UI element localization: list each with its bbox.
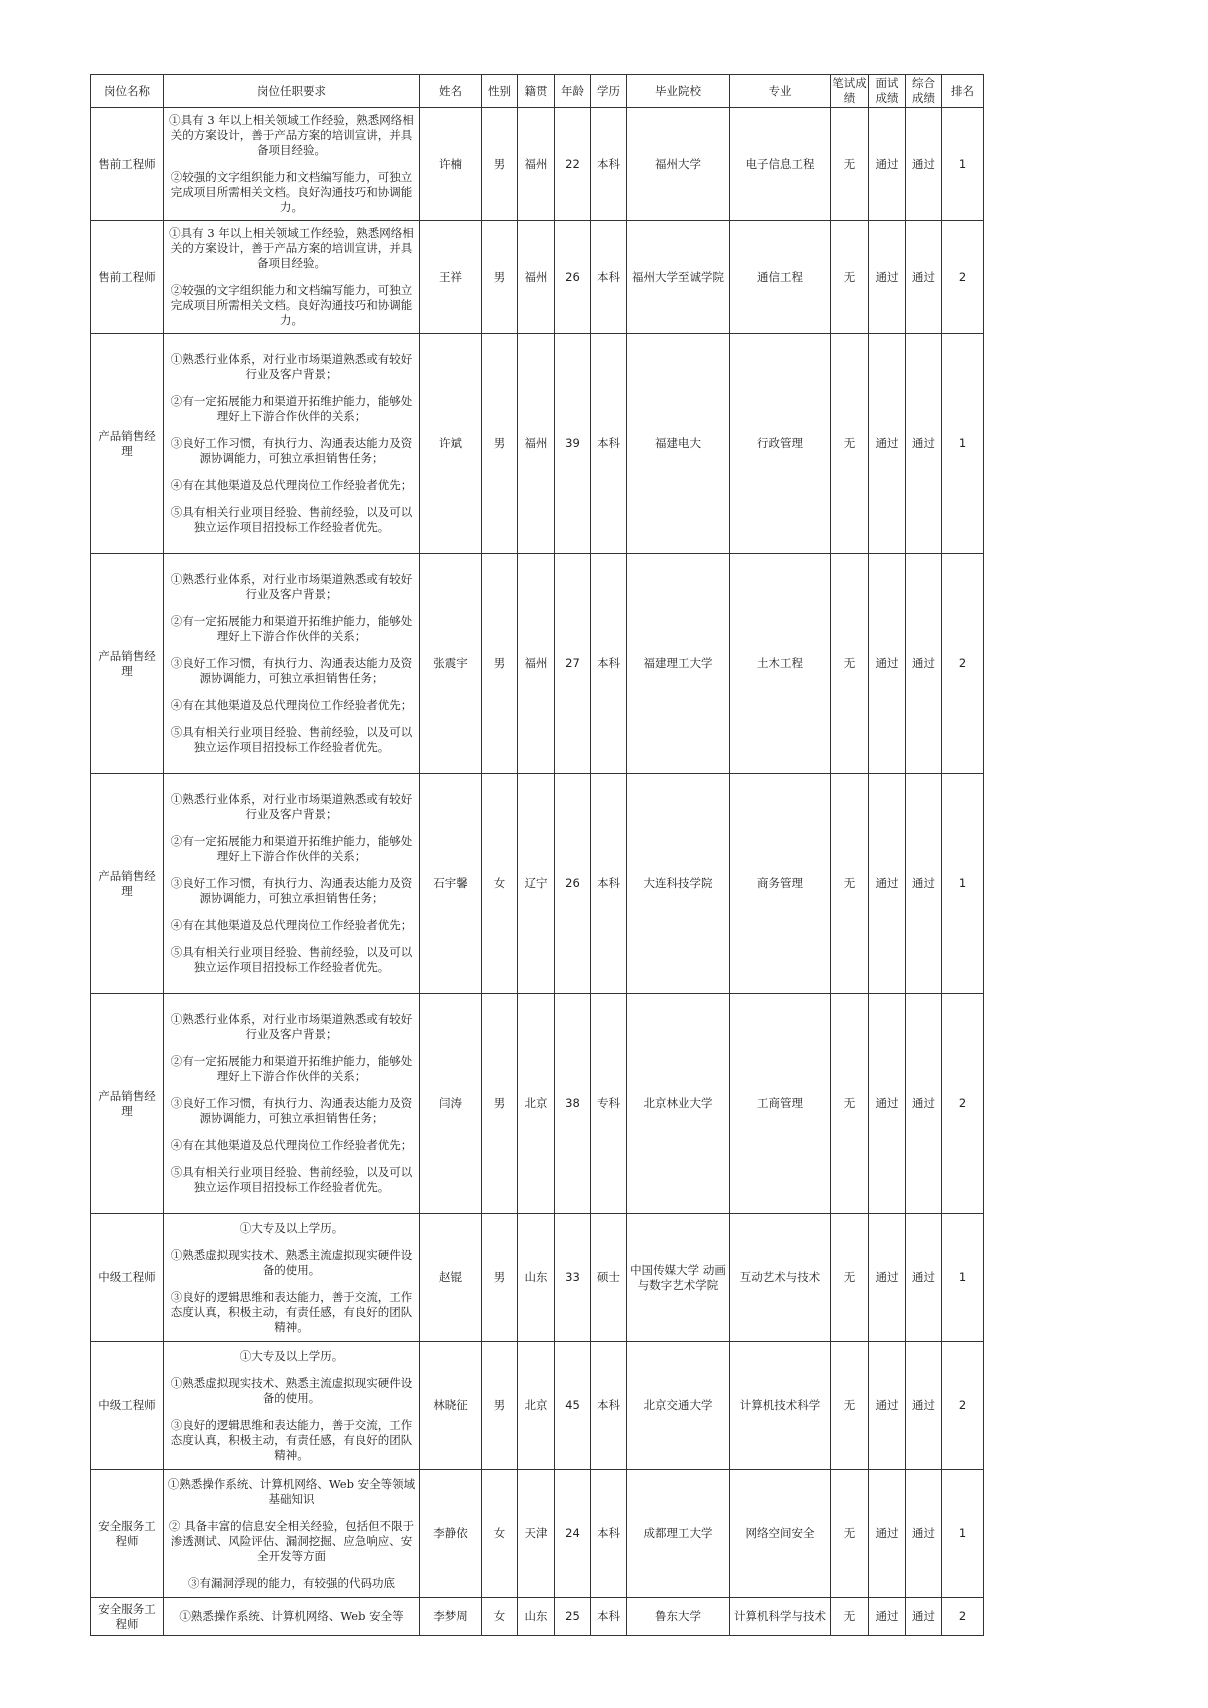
cell-age: 45 [555,1342,591,1470]
cell-overall-score: 通过 [906,774,942,994]
cell-education: 本科 [591,554,627,774]
header-written-score: 笔试成绩 [831,75,869,108]
requirement-item: ⑤具有相关行业项目经验、售前经验，以及可以独立运作项目招投标工作经验者优先。 [170,945,413,974]
cell-rank: 2 [942,221,984,334]
cell-position: 产品销售经理 [91,774,164,994]
table-row [91,221,984,334]
cell-written-score: 无 [831,1342,869,1470]
cell-written-score: 无 [831,1598,869,1636]
table-body [91,108,984,1636]
requirement-item: ② 具备丰富的信息安全相关经验，包括但不限于渗透测试、风险评估、漏洞挖掘、应急响应、安全开发等方面 [168,1518,415,1563]
cell-major: 土木工程 [730,554,831,774]
cell-major: 行政管理 [730,334,831,554]
cell-education: 专科 [591,994,627,1214]
cell-overall-score: 通过 [906,221,942,334]
header-interview-score: 面试成绩 [869,75,906,108]
cell-position: 产品销售经理 [91,334,164,554]
cell-interview-score: 通过 [869,221,906,334]
cell-age: 24 [555,1470,591,1598]
cell-education: 硕士 [591,1214,627,1342]
cell-school: 福建理工大学 [627,554,730,774]
requirement-item: ①具有 3 年以上相关领域工作经验，熟悉网络相关的方案设计，善于产品方案的培训宣讲，并具备项目经验。 [169,113,414,157]
cell-written-score: 无 [831,334,869,554]
cell-age: 33 [555,1214,591,1342]
cell-interview-score: 通过 [869,1598,906,1636]
cell-position: 安全服务工程师 [91,1470,164,1598]
cell-written-score: 无 [831,1470,869,1598]
cell-overall-score: 通过 [906,1342,942,1470]
cell-position: 中级工程师 [91,1214,164,1342]
cell-requirements [164,1598,420,1636]
cell-written-score: 无 [831,108,869,221]
cell-education: 本科 [591,1598,627,1636]
cell-interview-score: 通过 [869,108,906,221]
header-name: 姓名 [420,75,482,108]
cell-rank: 1 [942,1470,984,1598]
cell-origin: 福州 [518,108,555,221]
cell-overall-score: 通过 [906,1598,942,1636]
requirement-item: ③良好的逻辑思维和表达能力，善于交流，工作态度认真，积极主动，有责任感，有良好的团队精神。 [170,1289,413,1334]
cell-rank: 2 [942,554,984,774]
cell-school: 大连科技学院 [627,774,730,994]
table-row [91,994,984,1214]
cell-rank: 1 [942,334,984,554]
cell-name: 李梦周 [420,1598,482,1636]
requirement-item: ③良好工作习惯，有执行力、沟通表达能力及资源协调能力，可独立承担销售任务； [170,876,413,905]
cell-overall-score: 通过 [906,1470,942,1598]
table-row [91,1214,984,1342]
cell-rank: 2 [942,994,984,1214]
cell-major: 计算机科学与技术 [730,1598,831,1636]
cell-requirements [164,1342,420,1470]
requirement-item: ①熟悉行业体系，对行业市场渠道熟悉或有较好行业及客户背景； [170,352,413,381]
header-major: 专业 [730,75,831,108]
cell-written-score: 无 [831,774,869,994]
cell-education: 本科 [591,1342,627,1470]
cell-age: 38 [555,994,591,1214]
cell-requirements [164,774,420,994]
table-row [91,554,984,774]
cell-position: 产品销售经理 [91,994,164,1214]
cell-age: 26 [555,774,591,994]
cell-origin: 山东 [518,1598,555,1636]
cell-gender: 男 [482,108,518,221]
cell-written-score: 无 [831,994,869,1214]
requirement-item: ③良好的逻辑思维和表达能力，善于交流，工作态度认真，积极主动，有责任感，有良好的团队精神。 [170,1417,413,1462]
header-gender: 性别 [482,75,518,108]
cell-origin: 山东 [518,1214,555,1342]
requirement-item: ①熟悉行业体系，对行业市场渠道熟悉或有较好行业及客户背景； [170,572,413,601]
cell-age: 25 [555,1598,591,1636]
table-row [91,1342,984,1470]
cell-requirements [164,108,420,221]
cell-major: 工商管理 [730,994,831,1214]
requirement-item: ③良好工作习惯，有执行力、沟通表达能力及资源协调能力，可独立承担销售任务； [170,1096,413,1125]
requirement-item: ②较强的文字组织能力和文档编写能力，可独立完成项目所需相关文档。良好沟通技巧和协调能力。 [170,283,413,327]
requirement-item: ②有一定拓展能力和渠道开拓维护能力，能够处理好上下游合作伙伴的关系； [170,834,413,863]
cell-gender: 女 [482,1470,518,1598]
cell-written-score: 无 [831,554,869,774]
table-header [91,75,984,108]
requirement-item: ②有一定拓展能力和渠道开拓维护能力，能够处理好上下游合作伙伴的关系； [170,1054,413,1083]
cell-rank: 1 [942,108,984,221]
cell-gender: 女 [482,1598,518,1636]
cell-major: 网络空间安全 [730,1470,831,1598]
cell-age: 26 [555,221,591,334]
cell-requirements [164,994,420,1214]
cell-requirements [164,221,420,334]
requirement-item: ①熟悉虚拟现实技术、熟悉主流虚拟现实硬件设备的使用。 [170,1375,413,1405]
cell-requirements [164,334,420,554]
cell-origin: 辽宁 [518,774,555,994]
cell-gender: 男 [482,221,518,334]
requirement-item: ⑤具有相关行业项目经验、售前经验，以及可以独立运作项目招投标工作经验者优先。 [170,725,413,754]
cell-origin: 福州 [518,334,555,554]
candidate-table [90,74,984,1636]
cell-education: 本科 [591,774,627,994]
cell-interview-score: 通过 [869,1342,906,1470]
cell-major: 通信工程 [730,221,831,334]
cell-gender: 男 [482,994,518,1214]
cell-overall-score: 通过 [906,108,942,221]
requirement-item: ①大专及以上学历。 [239,1220,344,1235]
cell-rank: 1 [942,1214,984,1342]
table-row [91,108,984,221]
cell-position: 安全服务工程师 [91,1598,164,1636]
requirement-item: ①熟悉虚拟现实技术、熟悉主流虚拟现实硬件设备的使用。 [170,1247,413,1277]
requirement-item: ①熟悉行业体系，对行业市场渠道熟悉或有较好行业及客户背景； [170,1012,413,1041]
cell-origin: 天津 [518,1470,555,1598]
cell-gender: 女 [482,774,518,994]
cell-requirements [164,1470,420,1598]
header-age: 年龄 [555,75,591,108]
cell-major: 商务管理 [730,774,831,994]
cell-major: 计算机技术科学 [730,1342,831,1470]
cell-position: 售前工程师 [91,221,164,334]
requirement-item: ②较强的文字组织能力和文档编写能力，可独立完成项目所需相关文档。良好沟通技巧和协调能力。 [170,170,413,214]
cell-name: 李静依 [420,1470,482,1598]
cell-written-score: 无 [831,1214,869,1342]
cell-requirements [164,1214,420,1342]
cell-school: 福建电大 [627,334,730,554]
cell-school: 成都理工大学 [627,1470,730,1598]
cell-education: 本科 [591,334,627,554]
cell-origin: 北京 [518,994,555,1214]
cell-age: 22 [555,108,591,221]
cell-position: 产品销售经理 [91,554,164,774]
requirement-item: ③良好工作习惯，有执行力、沟通表达能力及资源协调能力，可独立承担销售任务； [170,436,413,465]
cell-name: 许斌 [420,334,482,554]
requirement-item: ④有在其他渠道及总代理岗位工作经验者优先； [170,918,413,932]
cell-education: 本科 [591,1470,627,1598]
cell-major: 电子信息工程 [730,108,831,221]
requirement-item: ⑤具有相关行业项目经验、售前经验，以及可以独立运作项目招投标工作经验者优先。 [170,505,413,534]
cell-interview-score: 通过 [869,774,906,994]
cell-overall-score: 通过 [906,554,942,774]
cell-origin: 福州 [518,221,555,334]
cell-overall-score: 通过 [906,994,942,1214]
header-requirements: 岗位任职要求 [164,75,420,108]
cell-age: 27 [555,554,591,774]
cell-interview-score: 通过 [869,554,906,774]
cell-name: 张震宇 [420,554,482,774]
cell-age: 39 [555,334,591,554]
cell-interview-score: 通过 [869,334,906,554]
cell-gender: 男 [482,334,518,554]
requirement-item: ③有漏洞浮现的能力，有较强的代码功底 [188,1575,395,1590]
cell-school: 鲁东大学 [627,1598,730,1636]
requirement-item: ⑤具有相关行业项目经验、售前经验，以及可以独立运作项目招投标工作经验者优先。 [170,1165,413,1194]
header-school: 毕业院校 [627,75,730,108]
requirement-item: ④有在其他渠道及总代理岗位工作经验者优先； [170,478,413,492]
cell-name: 石宇馨 [420,774,482,994]
requirement-item: ①具有 3 年以上相关领域工作经验，熟悉网络相关的方案设计，善于产品方案的培训宣讲，并具备项目经验。 [169,226,414,270]
cell-origin: 福州 [518,554,555,774]
requirement-item: ②有一定拓展能力和渠道开拓维护能力，能够处理好上下游合作伙伴的关系； [170,394,413,423]
header-row [91,75,984,108]
cell-interview-score: 通过 [869,1470,906,1598]
requirement-item: ①熟悉操作系统、计算机网络、Web 安全等领域基础知识 [167,1476,416,1506]
cell-gender: 男 [482,1342,518,1470]
requirement-item: ④有在其他渠道及总代理岗位工作经验者优先； [170,1138,413,1152]
table-row [91,774,984,994]
cell-name: 赵锟 [420,1214,482,1342]
cell-name: 许楠 [420,108,482,221]
cell-interview-score: 通过 [869,1214,906,1342]
cell-name: 王祥 [420,221,482,334]
requirement-item: ②有一定拓展能力和渠道开拓维护能力，能够处理好上下游合作伙伴的关系； [170,614,413,643]
cell-school: 北京交通大学 [627,1342,730,1470]
requirement-item: ④有在其他渠道及总代理岗位工作经验者优先； [170,698,413,712]
cell-education: 本科 [591,221,627,334]
requirement-item: ①大专及以上学历。 [239,1348,344,1363]
cell-school: 中国传媒大学 动画与数字艺术学院 [627,1214,730,1342]
cell-gender: 男 [482,1214,518,1342]
cell-overall-score: 通过 [906,1214,942,1342]
requirement-item: ③良好工作习惯，有执行力、沟通表达能力及资源协调能力，可独立承担销售任务； [170,656,413,685]
requirement-item: ①熟悉行业体系，对行业市场渠道熟悉或有较好行业及客户背景； [170,792,413,821]
header-origin: 籍贯 [518,75,555,108]
cell-position: 中级工程师 [91,1342,164,1470]
cell-requirements [164,554,420,774]
cell-school: 北京林业大学 [627,994,730,1214]
requirement-item: ①熟悉操作系统、计算机网络、Web 安全等 [179,1609,404,1623]
table-row [91,334,984,554]
cell-education: 本科 [591,108,627,221]
cell-rank: 2 [942,1598,984,1636]
cell-major: 互动艺术与技术 [730,1214,831,1342]
header-overall-score: 综合成绩 [906,75,942,108]
cell-school: 福州大学至诚学院 [627,221,730,334]
table-row [91,1598,984,1636]
cell-position: 售前工程师 [91,108,164,221]
cell-name: 林晓征 [420,1342,482,1470]
cell-origin: 北京 [518,1342,555,1470]
cell-rank: 1 [942,774,984,994]
header-position: 岗位名称 [91,75,164,108]
cell-name: 闫涛 [420,994,482,1214]
cell-overall-score: 通过 [906,334,942,554]
cell-written-score: 无 [831,221,869,334]
cell-interview-score: 通过 [869,994,906,1214]
cell-rank: 2 [942,1342,984,1470]
cell-gender: 男 [482,554,518,774]
cell-school: 福州大学 [627,108,730,221]
header-education: 学历 [591,75,627,108]
table-row [91,1470,984,1598]
header-rank: 排名 [942,75,984,108]
